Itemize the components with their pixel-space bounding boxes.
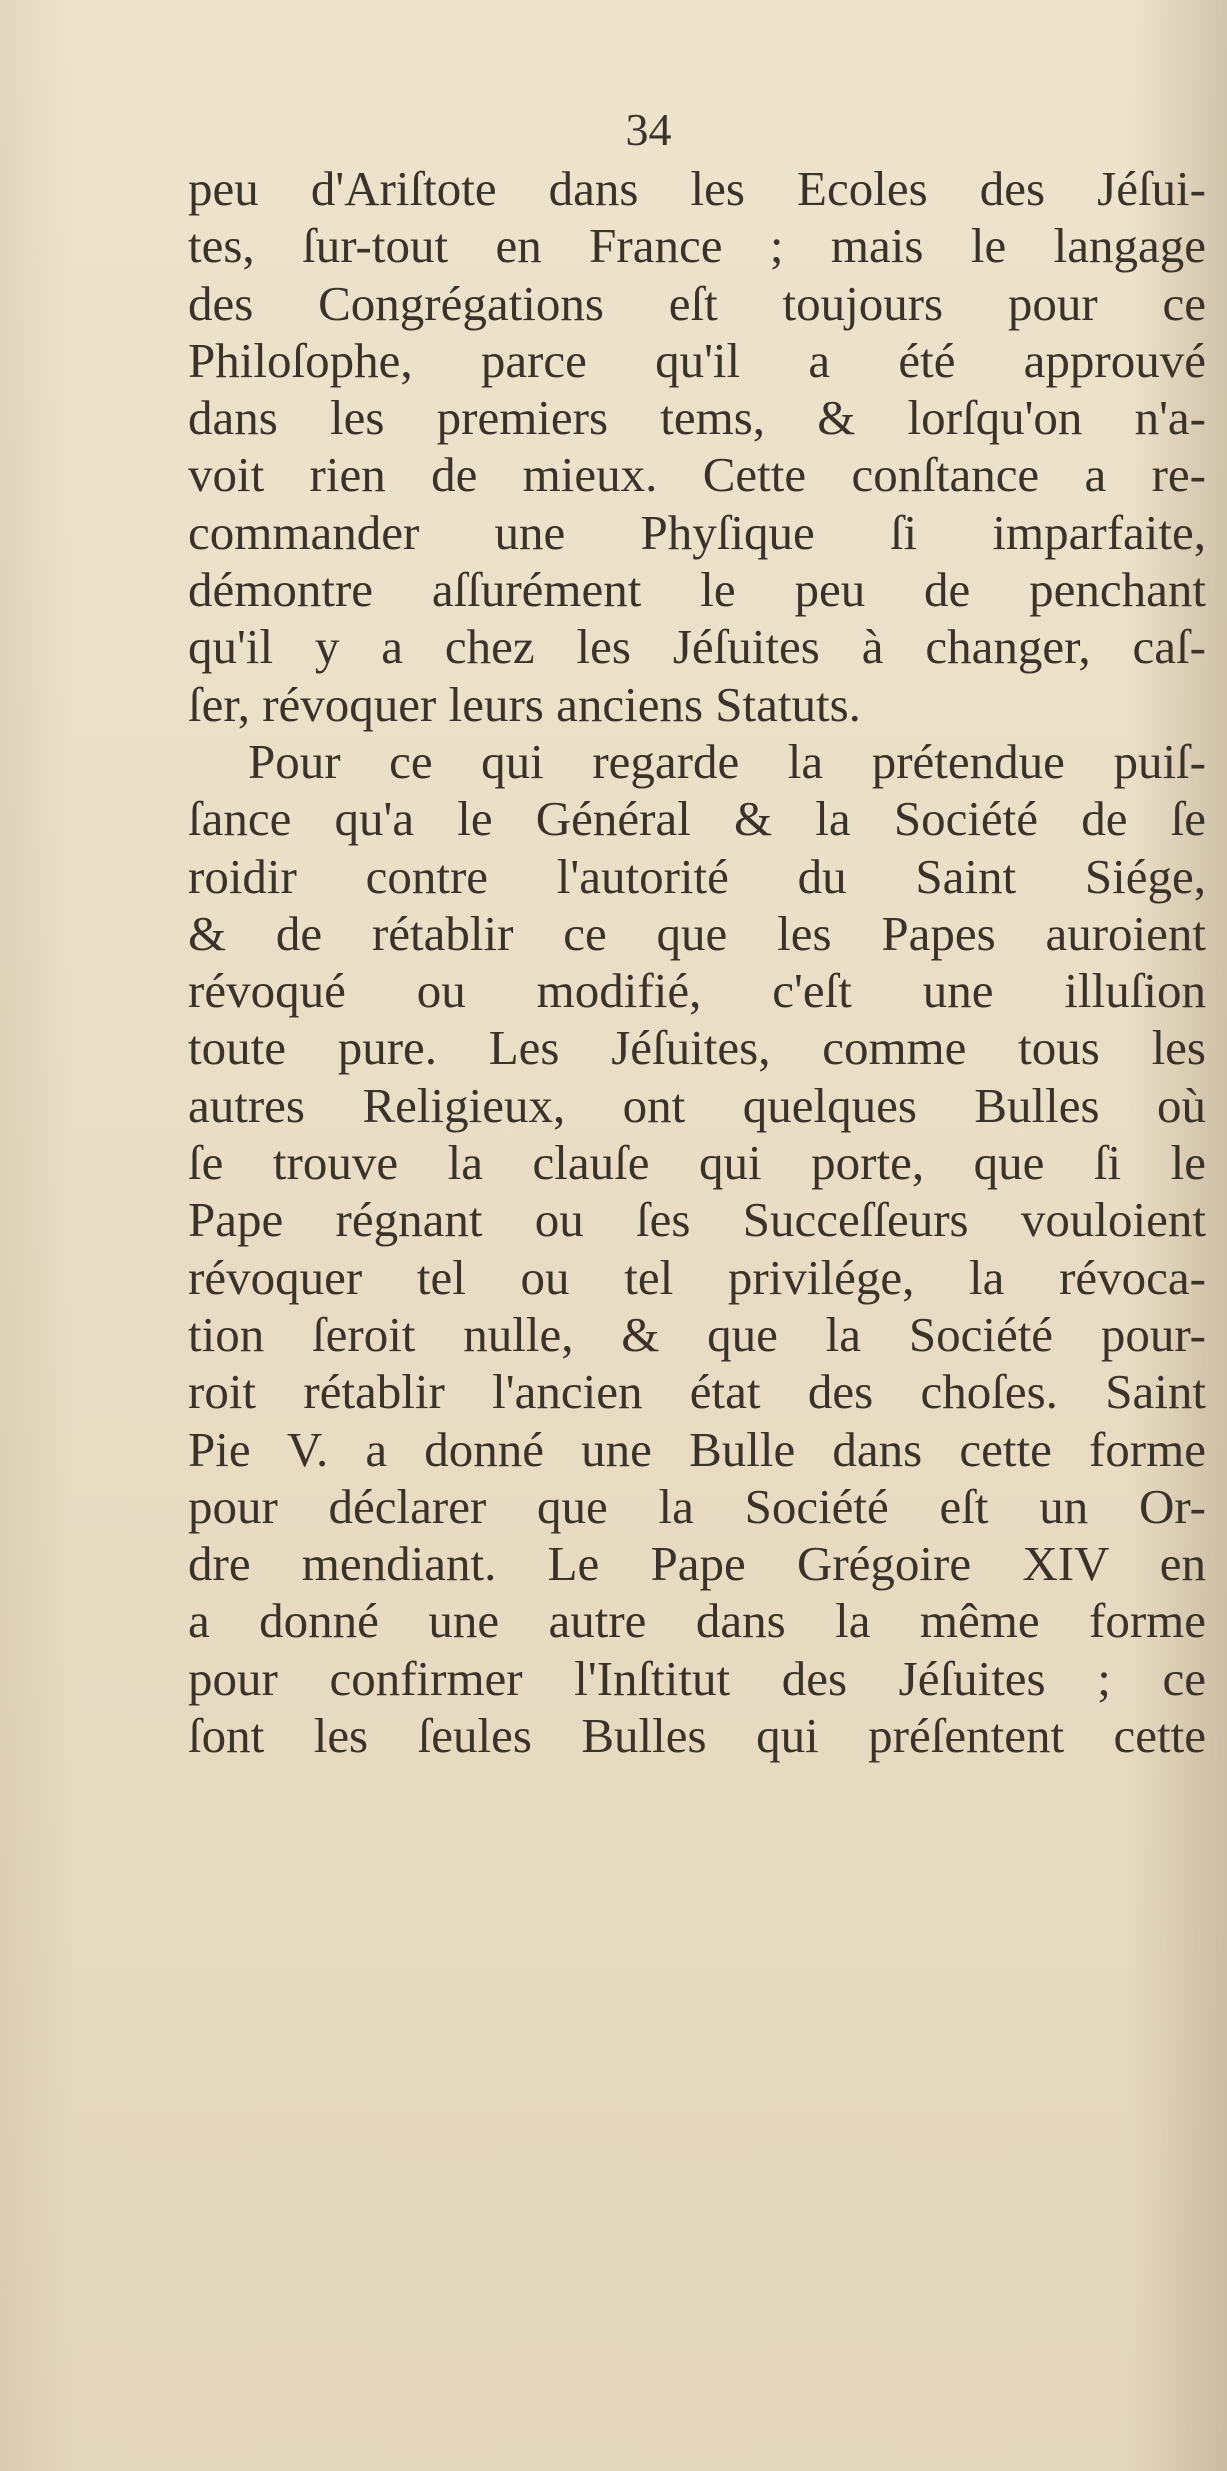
text-line: révoquer tel ou tel privilége, la révoca- — [188, 1249, 1206, 1305]
text-line: tion ſeroit nulle, & que la Société pour- — [188, 1306, 1206, 1362]
text-line: roidir contre l'autorité du Saint Siége, — [188, 848, 1206, 904]
text-line: Pape régnant ou ſes Succeſſeurs vouloient — [188, 1192, 1206, 1248]
text-line: qu'il y a chez les Jéſuites à changer, caſ- — [188, 619, 1206, 675]
text-line: ſont les ſeules Bulles qui préſentent cette — [188, 1708, 1206, 1764]
body-text — [188, 160, 1206, 1764]
page-number: 34 — [625, 104, 672, 155]
text-line: ſance qu'a le Général & la Société de ſe — [188, 791, 1206, 847]
text-line: ſe trouve la clauſe qui porte, que ſi le — [188, 1135, 1206, 1191]
text-line: des Congrégations eſt toujours pour ce — [188, 275, 1206, 331]
text-line: commander une Phyſique ſi imparfaite, — [188, 504, 1206, 560]
paragraph-end-line: ſer, révoquer leurs anciens Statuts. — [188, 676, 861, 732]
text-line: démontre aſſurément le peu de penchant — [188, 562, 1206, 618]
text-line: pour déclarer que la Société eſt un Or- — [188, 1478, 1206, 1534]
text-line: révoqué ou modifié, c'eſt une illuſion — [188, 963, 1206, 1019]
text-line: dre mendiant. Le Pape Grégoire XIV en — [188, 1536, 1206, 1592]
text-line: autres Religieux, ont quelques Bulles où — [188, 1077, 1206, 1133]
text-line: pour confirmer l'Inſtitut des Jéſuites ; ce — [188, 1650, 1206, 1706]
text-line: & de rétablir ce que les Papes auroient — [188, 905, 1206, 961]
text-line: peu d'Ariſtote dans les Ecoles des Jéſui- — [188, 161, 1206, 216]
paragraph-start-line: Pour ce qui regarde la prétendue puiſ- — [248, 733, 1206, 789]
text-line: tes, ſur-tout en France ; mais le langage — [188, 218, 1206, 274]
text-line: voit rien de mieux. Cette conſtance a re- — [188, 447, 1206, 503]
text-line: a donné une autre dans la même forme — [188, 1593, 1206, 1649]
text-line: dans les premiers tems, & lorſqu'on n'a- — [188, 390, 1206, 446]
text-line: Philoſophe, parce qu'il a été approuvé — [188, 332, 1206, 388]
text-line: toute pure. Les Jéſuites, comme tous les — [188, 1020, 1206, 1076]
text-line: Pie V. a donné une Bulle dans cette forme — [188, 1421, 1206, 1477]
text-line: roit rétablir l'ancien état des choſes. Saint — [188, 1364, 1206, 1420]
